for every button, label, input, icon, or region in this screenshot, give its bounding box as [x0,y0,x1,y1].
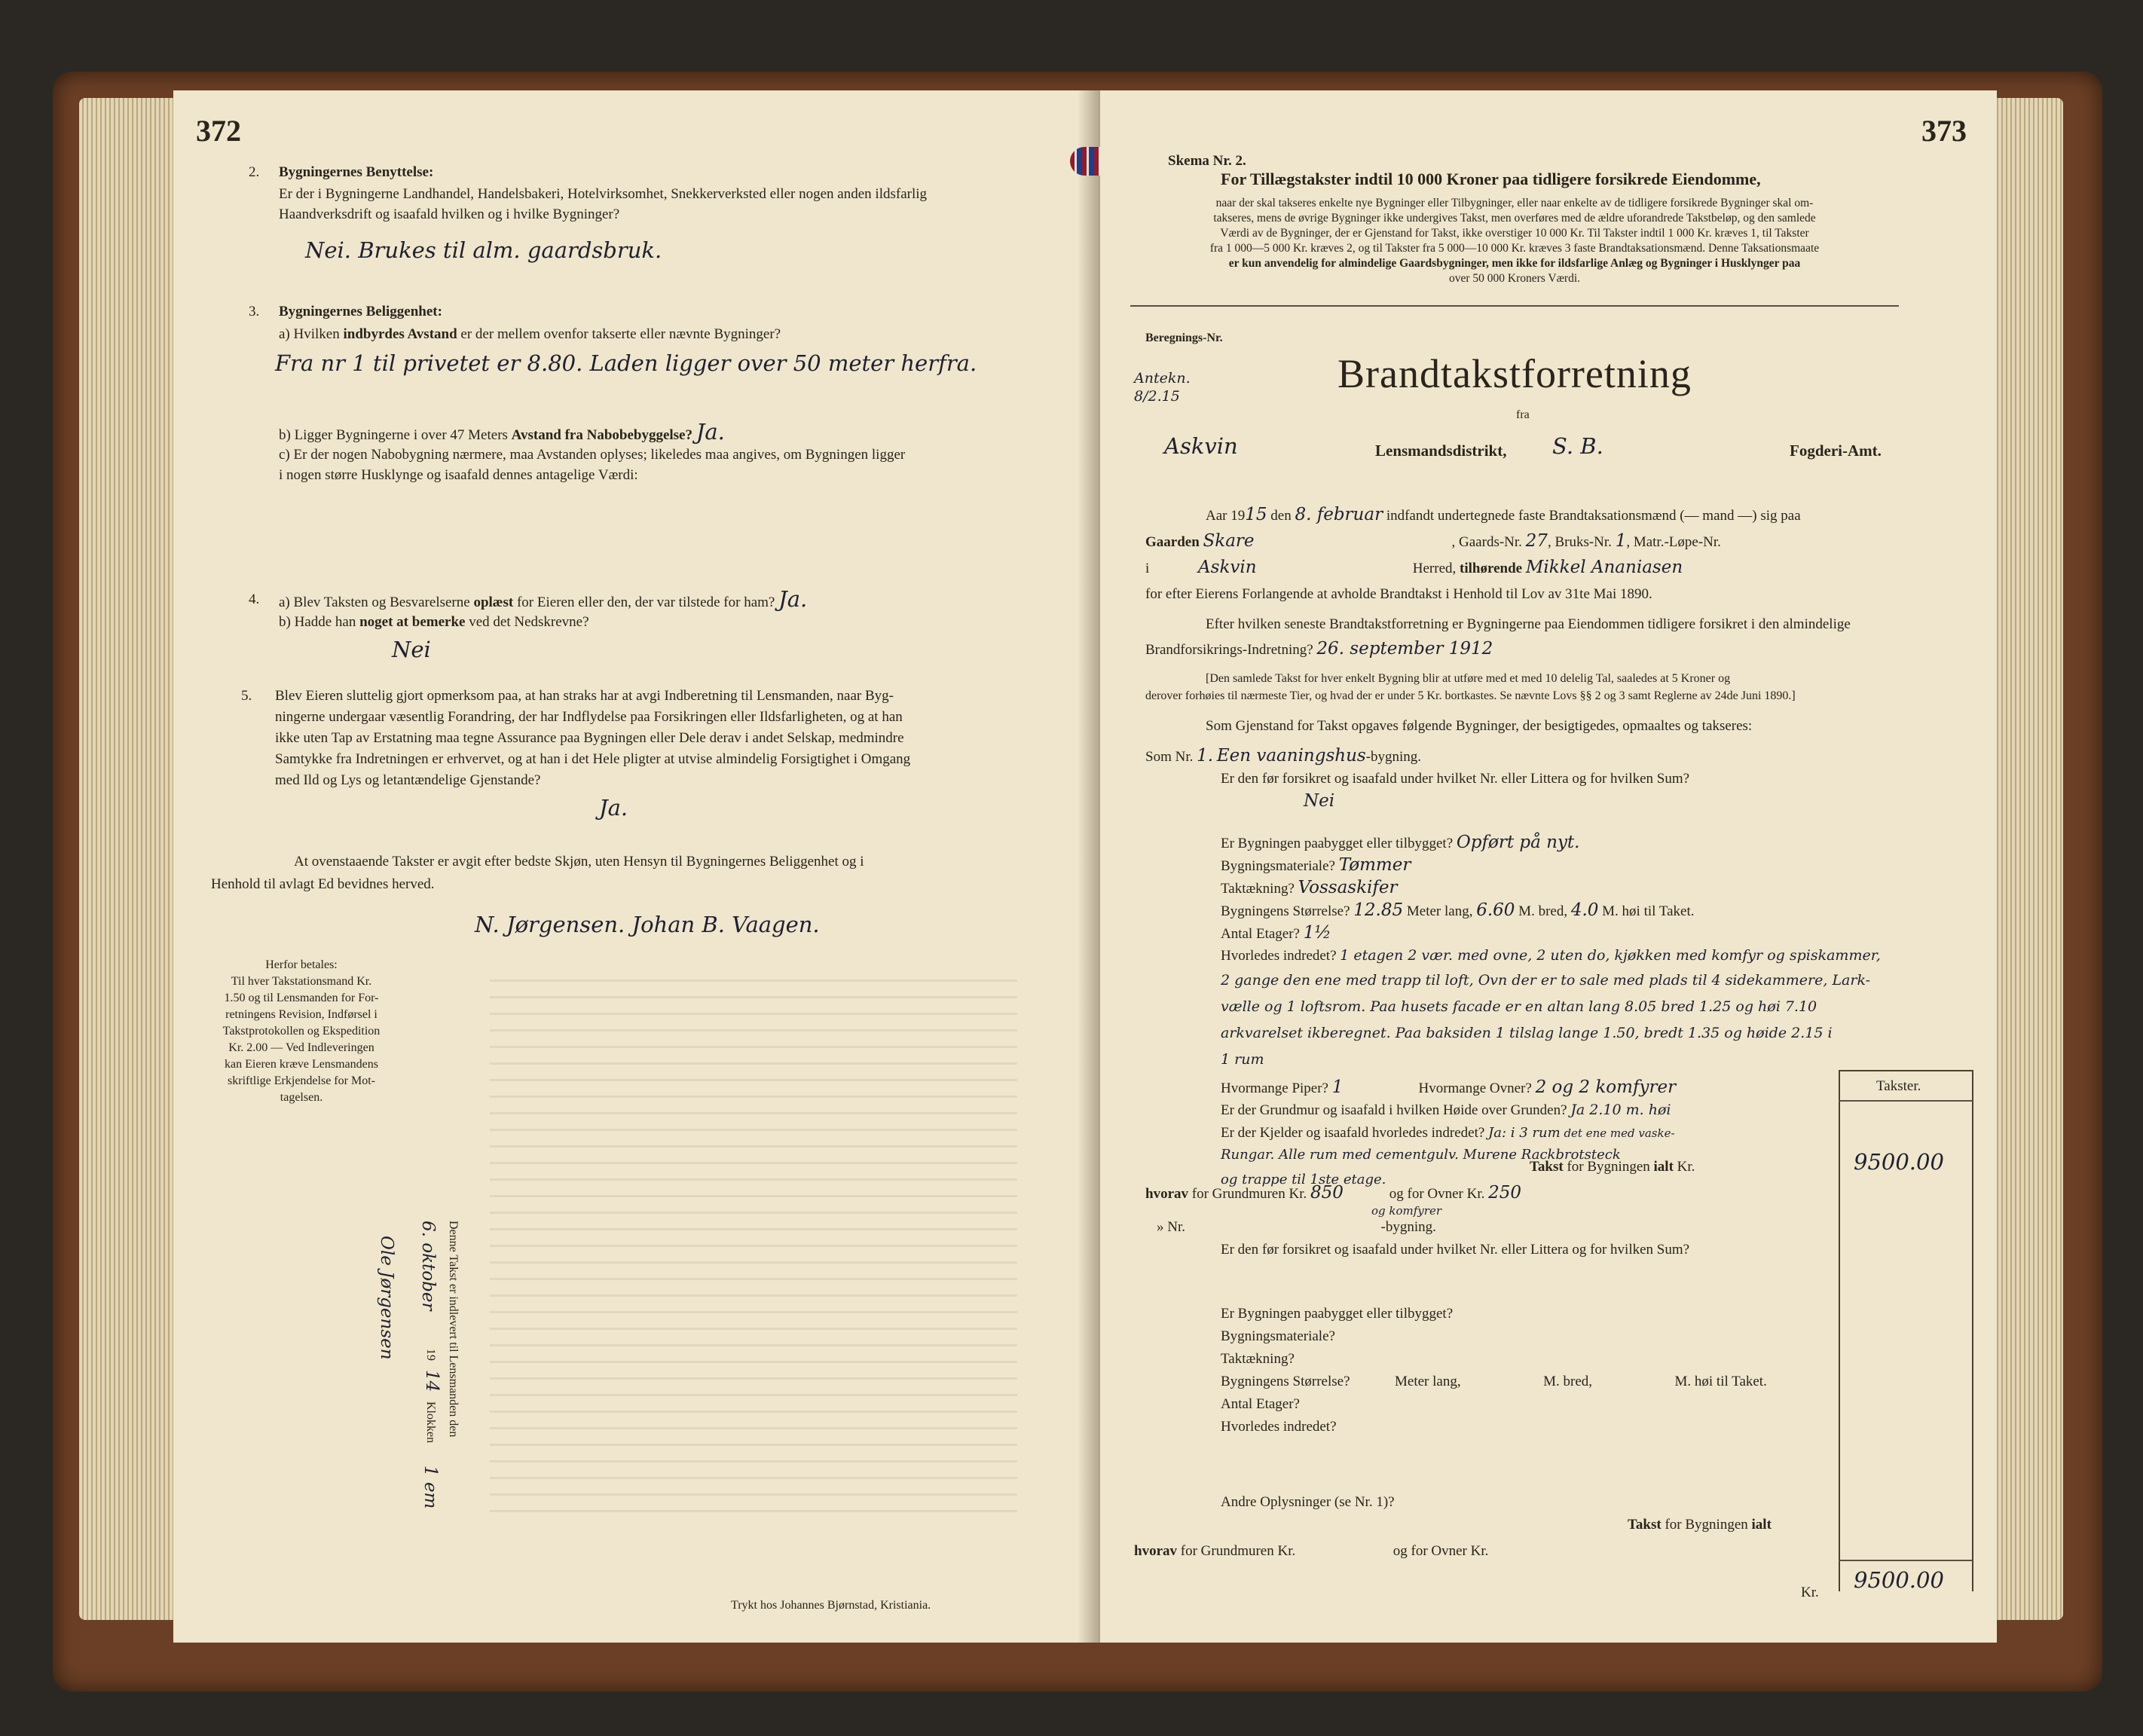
b1-grundmur-a: Ja 2.10 m. høi [1570,1102,1671,1118]
skema-label: Skema Nr. 2. [1168,153,1246,169]
q3a-answer: Fra nr 1 til privetet er 8.80. Laden ligger over 50 meter herfra. [275,350,977,376]
b1-piper-a: 1 [1331,1077,1344,1097]
gnr-hand: 27 [1525,531,1548,551]
b1-som-nr: Som Nr. [1145,749,1194,765]
b1-kjelder-a3: og trappe til 1ste etage. [1221,1172,1386,1187]
q4b-answer: Nei [392,637,431,662]
q3-number: 3. [249,304,260,319]
b1-etager [1221,923,1331,944]
q3c-line2: i nogen større Husklynge og isaafald dennes antagelige Værdi: [279,467,638,483]
b1-ovner-hand: 250 [1488,1183,1522,1203]
b2-material-q: Bygningsmateriale? [1221,1328,1335,1344]
b1-etager-q: Antal Etager? [1221,926,1300,942]
b1-tak-a: Vossaskifer [1298,878,1398,897]
q3b-prefix: b) Ligger Bygningerne i over 47 Meters [279,427,508,443]
vertical-klokken-hand: 1 em [420,1466,440,1509]
q5-line4: Samtykke fra Indretningen er erhvervet, og at han i det Hele pligter at utvise almindelig Forsigtighet i Omgang [275,751,911,767]
b2-forsikret-q: Er den før forsikret og isaafald under hvilket Nr. eller Littera og for hvilken Sum? [1221,1242,1690,1258]
b1-hgt-label: M. høi til Taket. [1602,903,1695,919]
b2-mark: » [1157,1219,1164,1235]
q5-line1: Blev Eieren sluttelig gjort opmerksom paa, at han straks har at avgi Indberetning til Lensmanden, naar Byg- [275,688,894,704]
b1-forsikret-a: Nei [1304,791,1335,811]
printer-note: Trykt hos Johannes Bjørnstad, Kristiania. [731,1599,931,1612]
bleed-through-text [490,980,1017,1522]
owner-hand: Mikkel Ananiasen [1525,558,1683,577]
b1-piper-ovner [1221,1077,1676,1099]
b1-takst-rest: for Bygningen [1567,1159,1650,1175]
fee-note [219,957,384,1106]
q2-colon: : [428,164,434,180]
form-heading: For Tillægstakster indtil 10 000 Kroner paa tidligere forsikrede Eiendomme, [1221,170,1761,188]
bottom-grund-label: for Grundmuren Kr. [1180,1543,1296,1559]
b1-ovner-q: Hvormange Ovner? [1418,1080,1532,1096]
bottom-takst-rest: for Bygningen [1665,1517,1748,1533]
b1-wid-label: M. bred, [1518,903,1568,919]
b1-len-label: Meter lang, [1406,903,1473,919]
b1-grundmur [1221,1100,1671,1120]
fee-note-line: Til hver Takstationsmand Kr. [231,975,372,988]
year-hand: 15 [1245,505,1267,524]
q4b-suffix: ved det Nedskrevne? [469,614,589,630]
intro-line: Værdi av de Bygninger, der er Gjenstand for Takst, ikke overstiger 10 000 Kr. Til Takster indtil 1 000 Kr. kræves 1, til Takster [1220,227,1809,240]
b2-paabygget-q: Er Bygningen paabygget eller tilbygget? [1221,1306,1454,1322]
lov-line: for efter Eierens Forlangende at avholde Brandtakst i Henhold til Lov av 31te Mai 1890. [1145,586,1652,602]
q4a-suffix: for Eieren eller den, der var tilstede for ham? [516,594,775,610]
i-label: i [1145,561,1150,576]
b1-name-hand: Een vaaningshus [1216,746,1366,766]
b1-kjelder-a2: Rungar. Alle rum med cementgulv. Murene Rackbrotsteck [1221,1147,1621,1163]
q3b-bold: Avstand fra Nabobebyggelse? [511,427,692,443]
q5-line2: ningerne undergaar væsentlig Forandring, der har Indflydelse paa Forsikringen eller Ildsfarligheten, og at han [275,709,903,725]
b2-tak-q: Taktækning? [1221,1351,1295,1367]
intro-line: fra 1 000—5 000 Kr. kræves 2, og til Takster fra 5 000—10 000 Kr. kræves 3 faste Brandtaksationsmænd. Denne Taksationsmaate [1209,242,1820,255]
b1-forsikret-q: Er den før forsikret og isaafald under hvilket Nr. eller Littera og for hvilken Sum? [1221,771,1690,787]
takster-sum-rule [1839,1560,1973,1561]
vertical-signature: Ole Jørgensen [377,1236,396,1360]
aar-rest: indfandt undertegnede faste Brandtaksationsmænd (— mand —) sig paa [1386,508,1801,524]
beregnings-label: Beregnings-Nr. [1145,332,1223,344]
b1-material-a: Tømmer [1338,855,1411,875]
fogderi-label: Fogderi-Amt. [1790,442,1882,460]
q5-answer: Ja. [599,795,628,821]
vertical-klokken: Klokken [424,1401,437,1444]
q4a-question [279,586,808,613]
q3a-prefix: a) Hvilken [279,326,340,342]
lensmand-label: Lensmandsdistrikt, [1375,442,1507,460]
gjenstand-line: Som Gjenstand for Takst opgaves følgende Bygninger, der besigtigedes, opmaaltes og takseres: [1206,718,1753,734]
takster-column [1839,1070,1973,1591]
prev-line2 [1145,639,1493,660]
b2-hgt-label: M. høi til Taket. [1674,1374,1767,1389]
q3a-bold: indbyrdes Avstand [343,326,457,342]
b1-ovner-a: 2 og 2 komfyrer [1535,1077,1677,1097]
bottom-kr: Kr. [1801,1585,1819,1600]
b2-etager-q: Antal Etager? [1221,1396,1300,1412]
fee-note-line: 1.50 og til Lensmanden for For- [224,992,379,1004]
b1-indredet-line: 1 etagen 2 vær. med ovne, 2 uten do, kjøkken med komfyr og spiskammer, [1340,947,1881,964]
b2-bygning: -bygning. [1380,1219,1436,1235]
takster-header: Takster. [1876,1078,1921,1094]
bottom-takst-label: Takst [1628,1517,1662,1533]
intro-line: er kun anvendelig for almindelige Gaardsbygninger, men ikke for ildsfarlige Anlæg og Bygninger i Husklynger paa [1228,257,1801,270]
prev-label: Brandforsikrings-Indretning? [1145,642,1313,658]
b1-hvorav-line [1145,1183,1521,1204]
gnr-label: , Gaards-Nr. [1451,534,1522,550]
b1-tak [1221,878,1398,899]
bnr-hand: 1 [1615,531,1627,551]
b1-indredet-line: 2 gange den ene med trapp til loft, Ovn der er to sale med plads til 4 sidekammere, Lark- [1221,972,1871,989]
b1-ialt: ialt [1653,1159,1674,1175]
stamp-note: Antekn. 8/2.15 [1134,370,1191,405]
bottom-ialt: ialt [1751,1517,1772,1533]
intro-line: over 50 000 Kroners Værdi. [1448,272,1581,285]
gaarden-name-hand: Skare [1203,531,1255,551]
q5-line5: med Ild og Lys og letantændelige Gjenstande? [275,772,541,788]
q2-title: Bygningernes Benyttelse [279,164,429,180]
fra-label: fra [1516,408,1530,421]
takster-value-b1: 9500.00 [1854,1149,1944,1175]
date-hand: 8. februar [1295,505,1383,524]
b1-grund-hand: 850 [1310,1183,1344,1203]
left-page [173,90,1100,1643]
herred-line [1145,558,1683,579]
takster-total: 9500.00 [1854,1567,1944,1593]
b2-indredet-q: Hvorledes indredet? [1221,1419,1337,1435]
q4b-prefix: b) Hadde han [279,614,356,630]
b1-len-hand: 12.85 [1353,900,1404,920]
intro-line: takseres, mens de øvrige Bygninger ikke undergives Takst, men overføres med de ældre uforandrede Takstbeløp, og den samlede [1213,212,1816,225]
note-line2: derover forhøies til nærmeste Tier, og hvad der er under 5 Kr. bortkastes. Se nævnte Lovs §§ 2 og 3 samt Reglerne av 24de Juni 1890.] [1145,689,1796,702]
q3a-question [279,324,781,344]
b1-indredet [1221,946,1881,966]
vertical-year-hand: 14 [422,1370,442,1392]
q2-number: 2. [249,164,260,180]
b1-kjelder-a1: Ja: i 3 rum [1488,1125,1561,1141]
herred-label: Herred, [1412,561,1457,576]
b1-kjelder-a1b: det ene med vaske- [1564,1126,1675,1140]
q3a-suffix: er der mellem ovenfor takserte eller nævnte Bygninger? [460,326,781,342]
b2-size [1221,1371,1767,1392]
note-line1: [Den samlede Takst for hver enkelt Bygning blir at utføre med et med 10 delelig Tal, saaledes at 5 Kroner og [1206,672,1731,685]
matr-label: , Matr.-Løpe-Nr. [1626,534,1721,550]
q3-title: Bygningernes Beliggenhet [279,304,438,319]
prev-hand: 26. september 1912 [1316,639,1493,659]
b1-size-label: Bygningens Størrelse? [1221,903,1350,919]
oath-line2: Henhold til avlagt Ed bevidnes herved. [211,876,435,892]
b2-wid-label: M. bred, [1543,1374,1592,1389]
den-label: den [1270,508,1292,524]
fee-note-line: kan Eieren kræve Lensmandens [225,1058,378,1071]
q3b-answer: Ja. [695,419,725,445]
b1-hgt-hand: 4.0 [1570,900,1599,920]
q4b-bold: noget at bemerke [359,614,466,630]
andre-line: Andre Oplysninger (se Nr. 1)? [1221,1494,1395,1510]
b2-nr: Nr. [1167,1219,1185,1235]
bnr-label: , Bruks-Nr. [1547,534,1612,550]
bottom-hvorav: hvorav [1134,1543,1177,1559]
q4a-prefix: a) Blev Taksten og Besvarelserne [279,594,470,610]
b1-size [1221,900,1695,921]
b1-bygning: -bygning. [1365,749,1422,765]
q3-colon: : [437,304,442,319]
b1-kjelder [1221,1123,1675,1144]
q3c-line1: c) Er der nogen Nabobygning nærmere, maa Avstanden oplyses; likeledes maa angives, om Bygningen ligger [279,447,906,463]
intro-text [1138,196,1891,286]
bottom-takst-line [1628,1514,1772,1535]
b1-indredet-line: 1 rum [1221,1051,1264,1068]
right-page-number: 373 [1921,114,1967,148]
gaarden-line [1145,531,1721,552]
page-stack-left [79,98,177,1620]
fee-note-line: tagelsen. [280,1091,323,1104]
b1-paabygget [1221,833,1580,854]
intro-line: naar der skal takseres enkelte nye Bygninger eller Tilbygninger, eller naar enkelte av de tidligere forsikrede Bygninger skal om- [1215,197,1814,209]
q3-heading [279,301,442,322]
fee-note-line: Kr. 2.00 — Ved Indleveringen [228,1041,374,1054]
right-page [1100,90,1997,1643]
aar-label: Aar 19 [1206,508,1246,524]
b1-kr: Kr. [1677,1159,1695,1175]
b1-takst-line [1530,1157,1695,1177]
fee-note-line: skriftlige Erkjendelse for Mot- [228,1074,375,1087]
b1-material-q: Bygningsmateriale? [1221,858,1335,874]
q5-line3: ikke uten Tap av Erstatning maa tegne Assurance paa Bygningen eller Dele derav i andet Selskap, medmindre [275,730,904,746]
q5-number: 5. [241,688,252,704]
document-title: Brandtakstforretning [1337,351,1692,396]
oath-line1: At ovenstaaende Takster er avgit efter bedste Skjøn, uten Hensyn til Bygningernes Beliggenhet og i [294,854,864,870]
b1-material [1221,855,1411,876]
fee-note-line: Herfor betales: [265,958,338,971]
vertical-print: Denne Takst er indlevert til Lensmanden den [447,1221,460,1438]
prev-line1: Efter hvilken seneste Brandtakstforretning er Bygningerne paa Eiendommen tidligere forsikret i den almindelige [1206,616,1851,632]
q4a-bold: oplæst [473,594,514,610]
signatures: N. Jørgensen. Johan B. Vaagen. [475,912,820,937]
b1-ovner-note: og komfyrer [1371,1204,1441,1218]
b1-tak-q: Taktækning? [1221,881,1295,897]
b2-size-label: Bygningens Størrelse? [1221,1374,1350,1389]
vertical-year-print: 19 [424,1349,437,1361]
b1-indredet-line: arkvarelset ikberegnet. Paa baksiden 1 tilslag lange 1.50, bredt 1.35 og høide 2.15 i [1221,1025,1833,1041]
b1-grundmur-q: Er der Grundmur og isaafald i hvilken Høide over Grunden? [1221,1102,1567,1118]
vertical-delivery-note [332,1221,482,1628]
q2-answer: Nei. Brukes til alm. gaardsbruk. [305,237,662,263]
b1-piper-q: Hvormange Piper? [1221,1080,1328,1096]
b1-kjelder-q: Er der Kjelder og isaafald hvorledes indredet? [1221,1125,1485,1141]
b1-paabygget-a: Opført på nyt. [1456,833,1580,852]
b1-paabygget-q: Er Bygningen paabygget eller tilbygget? [1221,836,1454,851]
divider [1130,305,1899,307]
b1-indredet-q: Hvorledes indredet? [1221,948,1337,964]
b2-header [1157,1217,1436,1237]
herred-hand: Askvin [1198,558,1257,577]
b1-indredet-line: vælle og 1 loftsrom. Paa husets facade er en altan lang 8.05 bred 1.25 og høi 7.10 [1221,998,1817,1015]
b1-header [1145,746,1421,767]
fee-note-line: retningens Revision, Indførsel i [225,1008,378,1021]
b1-hvorav: hvorav [1145,1186,1188,1202]
q2-line1: Er der i Bygningerne Landhandel, Handelsbakeri, Hotelvirksomhet, Snekkerverksted eller nogen anden ildsfarlig [279,186,928,202]
q2-line2: Haandverksdrift og isaafald hvilken og i hvilke Bygninger? [279,206,620,222]
district-hand: Askvin [1164,433,1238,459]
fogderi-hand: S. B. [1552,433,1603,459]
b1-wid-hand: 6.60 [1476,900,1515,920]
q2-heading [279,162,433,182]
b1-grund-label: for Grundmuren Kr. [1191,1186,1307,1202]
b1-nr-hand: 1. [1197,746,1214,766]
b1-etager-a: 1½ [1303,923,1331,943]
fee-note-line: Takstprotokollen og Ekspedition [222,1025,381,1038]
gaarden-label: Gaarden [1145,534,1200,550]
q4-number: 4. [249,591,260,607]
tilhorende-label: tilhørende [1460,561,1523,576]
q4b-question [279,612,589,632]
q3b-question [279,419,725,445]
b1-takst-label: Takst [1530,1159,1564,1175]
takster-header-rule [1839,1100,1973,1102]
bottom-ovner-label: og for Ovner Kr. [1392,1543,1489,1559]
aar-line [1206,505,1801,526]
q4a-answer: Ja. [778,586,808,612]
bottom-hvorav-line [1134,1541,1488,1561]
b2-len-label: Meter lang, [1395,1374,1461,1389]
vertical-date-hand: 6. oktober [418,1221,438,1311]
left-page-number: 372 [196,114,241,148]
b1-ovner-label: og for Ovner Kr. [1389,1186,1485,1202]
